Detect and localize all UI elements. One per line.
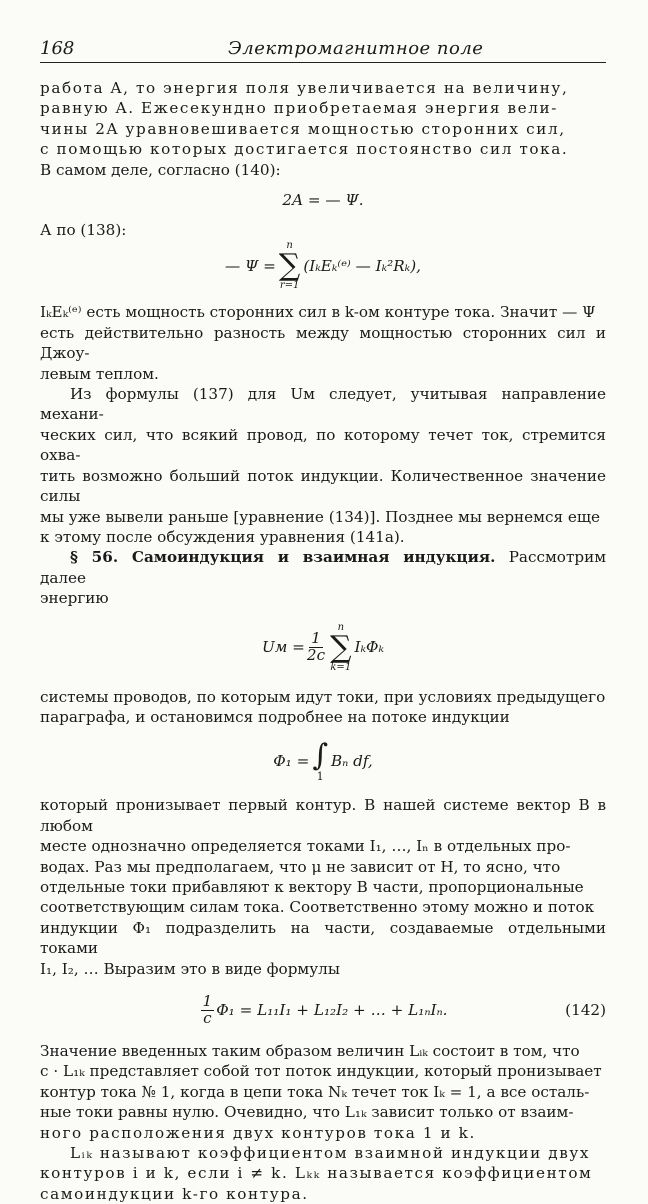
text-line: ные токи равны нулю. Очевидно, что L₁ₖ зависит только от взаим- [40,1103,574,1122]
fraction [307,631,325,664]
section-heading: § 56. Самоиндукция и взаимная индукция. [70,548,496,567]
equation-body: (IₖEₖ⁽ᵉ⁾ — Iₖ²Rₖ), [303,257,421,276]
equation-body: Φ₁ = L₁₁I₁ + L₁₂I₂ + … + L₁ₙIₙ. [216,1000,448,1019]
text-line: контуров i и k, если i ≠ k. Lₖₖ называется коэффициентом [40,1164,593,1183]
text-line: тить возможно больший поток индукции. Количественное значение силы [40,466,606,506]
text-line: контур тока № 1, когда в цепи тока Nₖ течет ток Iₖ = 1, а все осталь- [40,1082,590,1101]
fraction-numerator: 1 [202,991,213,1010]
equation-2a [40,184,606,216]
fraction [201,991,215,1027]
equation-body: IₖΦₖ [354,638,385,657]
paragraph-5 [40,795,606,979]
paragraph-6 [40,1041,606,1143]
text-line: IₖEₖ⁽ᵉ⁾ есть мощность сторонних сил в k-ом контуре тока. Значит — Ψ [40,303,596,322]
text-line: есть действительно разность между мощностью сторонних сил и Джоу- [40,323,606,363]
text-line: системы проводов, по которым идут токи, при условиях предыдущего [40,687,606,706]
equation-142 [40,983,606,1037]
page-number: 168 [40,38,75,59]
text-line: соответствующим силам тока. Соответственно этому можно и поток [40,898,595,917]
text-line: который пронизывает первый контур. В нашей системе вектор B в любом [40,796,606,835]
text-line: водах. Раз мы предполагаем, что μ не зависит от H, то ясно, что [40,857,561,876]
text-line: ческих сил, что всякий провод, по которому течет ток, стремится охва- [40,425,606,465]
fraction-denominator: 2c [306,646,326,665]
paragraph-3 [40,384,606,547]
equation-phi [40,731,606,791]
text-line: Из формулы (137) для Uм следует, учитывая направление механи- [40,385,606,424]
equation-lhs: Uм = [261,638,305,657]
equation-um [40,613,606,683]
sum-symbol: n ∑ k=1 [330,621,352,673]
equation-psi [40,234,606,298]
fraction-numerator: 1 [311,629,321,648]
integral-lower-limit: 1 [316,769,324,783]
sum-upper-limit: n [286,240,293,252]
running-title: Электромагнитное поле [228,38,484,59]
sum-symbol: n ∑ r=1 [278,240,301,292]
page-header [40,34,606,64]
text-line: самоиндукции k-го контура. [40,1184,309,1203]
text-line: отдельные токи прибавляют к вектору B части, пропорциональные [40,877,584,896]
header-rule [40,62,606,63]
text-line: ного расположения двух контуров тока 1 и k. [40,1123,476,1142]
section-56 [40,547,606,608]
equation-lhs: — Ψ = [225,257,276,276]
text-line: Lᵢₖ называют коэффициентом взаимной индукции двух [70,1144,591,1163]
sum-lower-limit: k=1 [330,661,352,673]
text-line: I₁, I₂, … Выразим это в виде формулы [40,959,340,978]
paragraph-4 [40,687,606,728]
text-line: чины 2A уравновешивается мощностью сторонних сил, [40,119,566,138]
text-line: месте однозначно определяется токами I₁, …, Iₙ в отдельных про- [40,837,571,856]
text-line: индукции Φ₁ подразделить на части, создаваемые отдельными токами [40,918,606,958]
text-line: равную A. Ежесекундно приобретаемая энергия вели- [40,99,558,118]
text-line: работа A, то энергия поля увеличивается на величину, [40,79,569,97]
equation-text: 2A = — Ψ. [282,190,364,209]
paragraph-7 [40,1143,606,1204]
text-line: к этому после обсуждения уравнения (141a). [40,527,405,546]
text-line: параграфа, и остановимся подробнее на потоке индукции [40,707,510,726]
text-a-po: А по (138): [40,221,127,240]
sum-upper-limit: n [337,621,345,633]
text-line: Значение введенных таким образом величин Lᵢₖ состоит в том, что [40,1042,580,1060]
text-line: мы уже вывели раньше [уравнение (134)]. Позднее мы вернемся еще [40,507,600,526]
fraction-denominator: c [203,1008,212,1027]
text-line: энергию [40,589,109,608]
text-line: левым теплом. [40,364,159,383]
text-line: с помощью которых достигается постоянство сил тока. [40,140,569,159]
equation-body: Bₙ df, [330,752,373,771]
page-body [40,78,606,1204]
equation-number: (142) [565,1000,606,1019]
integral-symbol: ∫ 1 [312,737,328,783]
text-line: В самом деле, согласно (140): [40,160,281,179]
paragraph-1 [40,78,606,180]
sum-lower-limit: r=1 [279,280,300,292]
text-line: c · L₁ₖ представляет собой тот поток индукции, который пронизывает [40,1062,602,1081]
paragraph-2 [40,302,606,384]
text-line: Рассмотрим далее [40,548,607,587]
equation-lhs: Φ₁ = [273,752,310,771]
